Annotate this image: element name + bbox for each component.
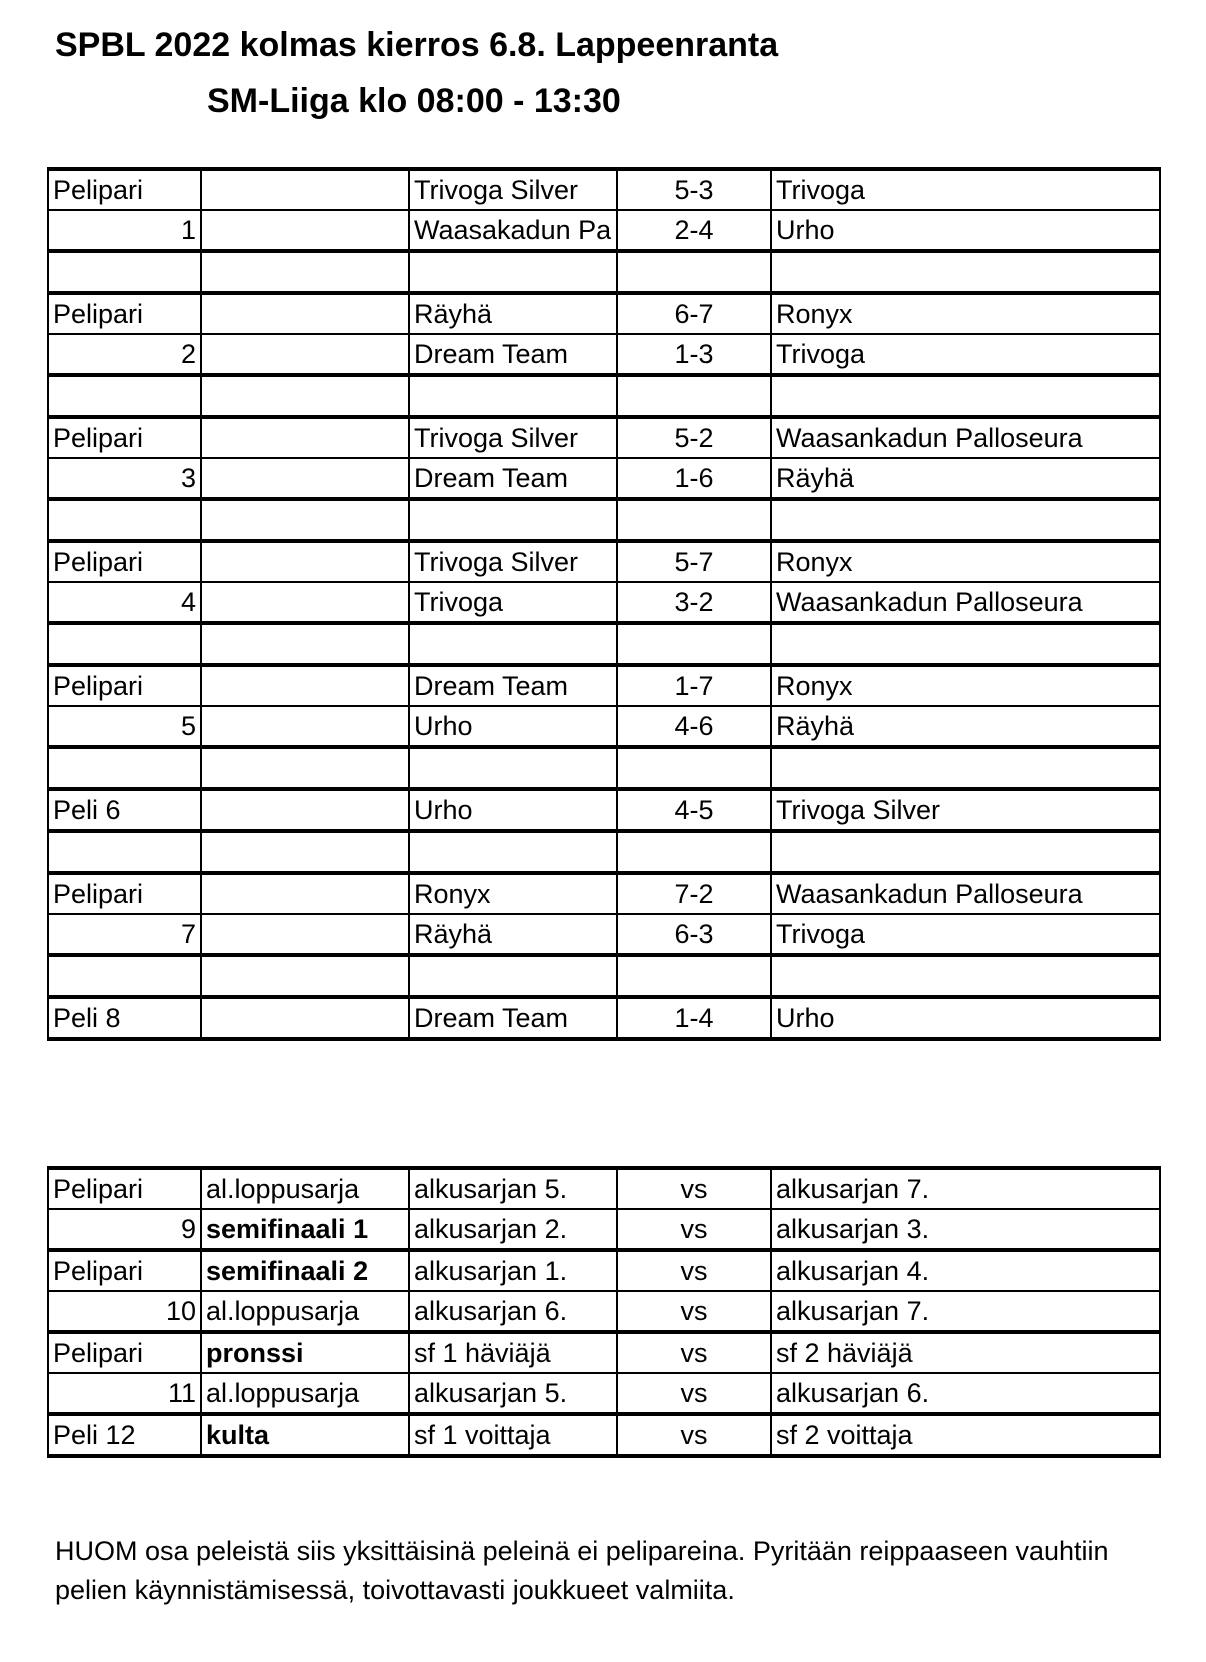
- home-team: alkusarjan 5.: [409, 1168, 617, 1209]
- versus: vs: [617, 1250, 771, 1291]
- score: 4-5: [617, 789, 771, 831]
- spacer-row: [48, 251, 1160, 293]
- stage-cell: [201, 334, 409, 375]
- away-team: Ronyx: [771, 541, 1160, 582]
- away-team: alkusarjan 3.: [771, 1209, 1160, 1250]
- home-team: Dream Team: [409, 334, 617, 375]
- home-team: Dream Team: [409, 997, 617, 1039]
- away-team: Trivoga: [771, 169, 1160, 210]
- finals-table: [47, 1166, 1161, 1458]
- away-team: sf 2 häviäjä: [771, 1332, 1160, 1373]
- game-number: 2: [48, 334, 201, 375]
- score: 1-4: [617, 997, 771, 1039]
- home-team: Räyhä: [409, 914, 617, 955]
- table-row: [48, 293, 1160, 334]
- versus: vs: [617, 1332, 771, 1373]
- page-title: SPBL 2022 kolmas kierros 6.8. Lappeenranta: [55, 26, 779, 64]
- stage-cell: pronssi: [201, 1332, 409, 1373]
- stage-cell: [201, 417, 409, 458]
- stage-cell: [201, 541, 409, 582]
- game-label: Pelipari: [48, 1250, 201, 1291]
- home-team: alkusarjan 1.: [409, 1250, 617, 1291]
- home-team: alkusarjan 6.: [409, 1291, 617, 1332]
- away-team: alkusarjan 6.: [771, 1373, 1160, 1414]
- game-label: Pelipari: [48, 541, 201, 582]
- table-row: [48, 169, 1160, 210]
- game-number: 11: [48, 1373, 201, 1414]
- table-row: [48, 914, 1160, 955]
- table-row: [48, 665, 1160, 706]
- game-label: Pelipari: [48, 873, 201, 914]
- stage-cell: semifinaali 2: [201, 1250, 409, 1291]
- spacer-row: [48, 747, 1160, 789]
- score: 2-4: [617, 210, 771, 251]
- versus: vs: [617, 1373, 771, 1414]
- versus: vs: [617, 1291, 771, 1332]
- away-team: Ronyx: [771, 665, 1160, 706]
- score: 6-3: [617, 914, 771, 955]
- game-number: 5: [48, 706, 201, 747]
- home-team: alkusarjan 5.: [409, 1373, 617, 1414]
- home-team: Urho: [409, 706, 617, 747]
- away-team: sf 2 voittaja: [771, 1414, 1160, 1456]
- game-label: Pelipari: [48, 417, 201, 458]
- away-team: Trivoga: [771, 914, 1160, 955]
- home-team: Dream Team: [409, 458, 617, 499]
- stage-cell: [201, 706, 409, 747]
- away-team: Waasankadun Palloseura: [771, 582, 1160, 623]
- page-subtitle: SM-Liiga klo 08:00 - 13:30: [207, 82, 621, 120]
- game-number: 4: [48, 582, 201, 623]
- stage-cell: al.loppusarja: [201, 1168, 409, 1209]
- stage-cell: [201, 665, 409, 706]
- stage-cell: semifinaali 1: [201, 1209, 409, 1250]
- stage-cell: [201, 873, 409, 914]
- game-label: Peli 6: [48, 789, 201, 831]
- game-label: Pelipari: [48, 665, 201, 706]
- away-team: Trivoga: [771, 334, 1160, 375]
- table-row: [48, 873, 1160, 914]
- table-row: [48, 997, 1160, 1039]
- table-row: [48, 1332, 1160, 1373]
- score: 4-6: [617, 706, 771, 747]
- game-label: Pelipari: [48, 1332, 201, 1373]
- stage-cell: al.loppusarja: [201, 1291, 409, 1332]
- away-team: alkusarjan 4.: [771, 1250, 1160, 1291]
- away-team: Urho: [771, 210, 1160, 251]
- stage-cell: [201, 582, 409, 623]
- home-team: Trivoga Silver: [409, 541, 617, 582]
- versus: vs: [617, 1209, 771, 1250]
- game-number: 1: [48, 210, 201, 251]
- spacer-row: [48, 375, 1160, 417]
- game-label: Peli 12: [48, 1414, 201, 1456]
- score: 3-2: [617, 582, 771, 623]
- table-row: [48, 1291, 1160, 1332]
- score: 6-7: [617, 293, 771, 334]
- home-team: Ronyx: [409, 873, 617, 914]
- stage-cell: [201, 914, 409, 955]
- game-label: Peli 8: [48, 997, 201, 1039]
- stage-cell: [201, 169, 409, 210]
- away-team: Trivoga Silver: [771, 789, 1160, 831]
- stage-cell: al.loppusarja: [201, 1373, 409, 1414]
- home-team: sf 1 voittaja: [409, 1414, 617, 1456]
- home-team: Trivoga: [409, 582, 617, 623]
- table-row: [48, 789, 1160, 831]
- table-row: [48, 582, 1160, 623]
- schedule-table: [47, 167, 1161, 1041]
- away-team: alkusarjan 7.: [771, 1168, 1160, 1209]
- game-label: Pelipari: [48, 169, 201, 210]
- away-team: Räyhä: [771, 706, 1160, 747]
- spacer-row: [48, 499, 1160, 541]
- home-team: Trivoga Silver: [409, 417, 617, 458]
- spacer-row: [48, 623, 1160, 665]
- stage-cell: [201, 458, 409, 499]
- score: 5-7: [617, 541, 771, 582]
- table-row: [48, 541, 1160, 582]
- game-label: Pelipari: [48, 293, 201, 334]
- away-team: Waasankadun Palloseura: [771, 417, 1160, 458]
- spacer-row: [48, 955, 1160, 997]
- table-row: [48, 706, 1160, 747]
- game-number: 3: [48, 458, 201, 499]
- stage-cell: [201, 789, 409, 831]
- score: 5-3: [617, 169, 771, 210]
- score: 1-6: [617, 458, 771, 499]
- home-team: Urho: [409, 789, 617, 831]
- score: 7-2: [617, 873, 771, 914]
- table-row: [48, 1209, 1160, 1250]
- table-row: [48, 334, 1160, 375]
- home-team: sf 1 häviäjä: [409, 1332, 617, 1373]
- table-row: [48, 210, 1160, 251]
- stage-cell: [201, 293, 409, 334]
- spacer-row: [48, 831, 1160, 873]
- table-row: [48, 1414, 1160, 1456]
- stage-cell: kulta: [201, 1414, 409, 1456]
- home-team: Waasakadun Pa: [409, 210, 617, 251]
- away-team: Waasankadun Palloseura: [771, 873, 1160, 914]
- game-label: Pelipari: [48, 1168, 201, 1209]
- away-team: Ronyx: [771, 293, 1160, 334]
- score: 1-3: [617, 334, 771, 375]
- stage-cell: [201, 997, 409, 1039]
- game-number: 9: [48, 1209, 201, 1250]
- away-team: Urho: [771, 997, 1160, 1039]
- score: 5-2: [617, 417, 771, 458]
- footer-note: HUOM osa peleistä siis yksittäisinä peleinä ei pelipareina. Pyritään reippaaseen vauhtiin pelien käynnistämisessä, toivottavasti joukkueet valmiita.: [55, 1536, 1109, 1605]
- home-team: alkusarjan 2.: [409, 1209, 617, 1250]
- table-row: [48, 1250, 1160, 1291]
- home-team: Dream Team: [409, 665, 617, 706]
- away-team: alkusarjan 7.: [771, 1291, 1160, 1332]
- stage-cell: [201, 210, 409, 251]
- table-row: [48, 458, 1160, 499]
- game-number: 10: [48, 1291, 201, 1332]
- versus: vs: [617, 1414, 771, 1456]
- table-row: [48, 1373, 1160, 1414]
- home-team: Trivoga Silver: [409, 169, 617, 210]
- away-team: Räyhä: [771, 458, 1160, 499]
- table-row: [48, 417, 1160, 458]
- score: 1-7: [617, 665, 771, 706]
- versus: vs: [617, 1168, 771, 1209]
- home-team: Räyhä: [409, 293, 617, 334]
- game-number: 7: [48, 914, 201, 955]
- table-row: [48, 1168, 1160, 1209]
